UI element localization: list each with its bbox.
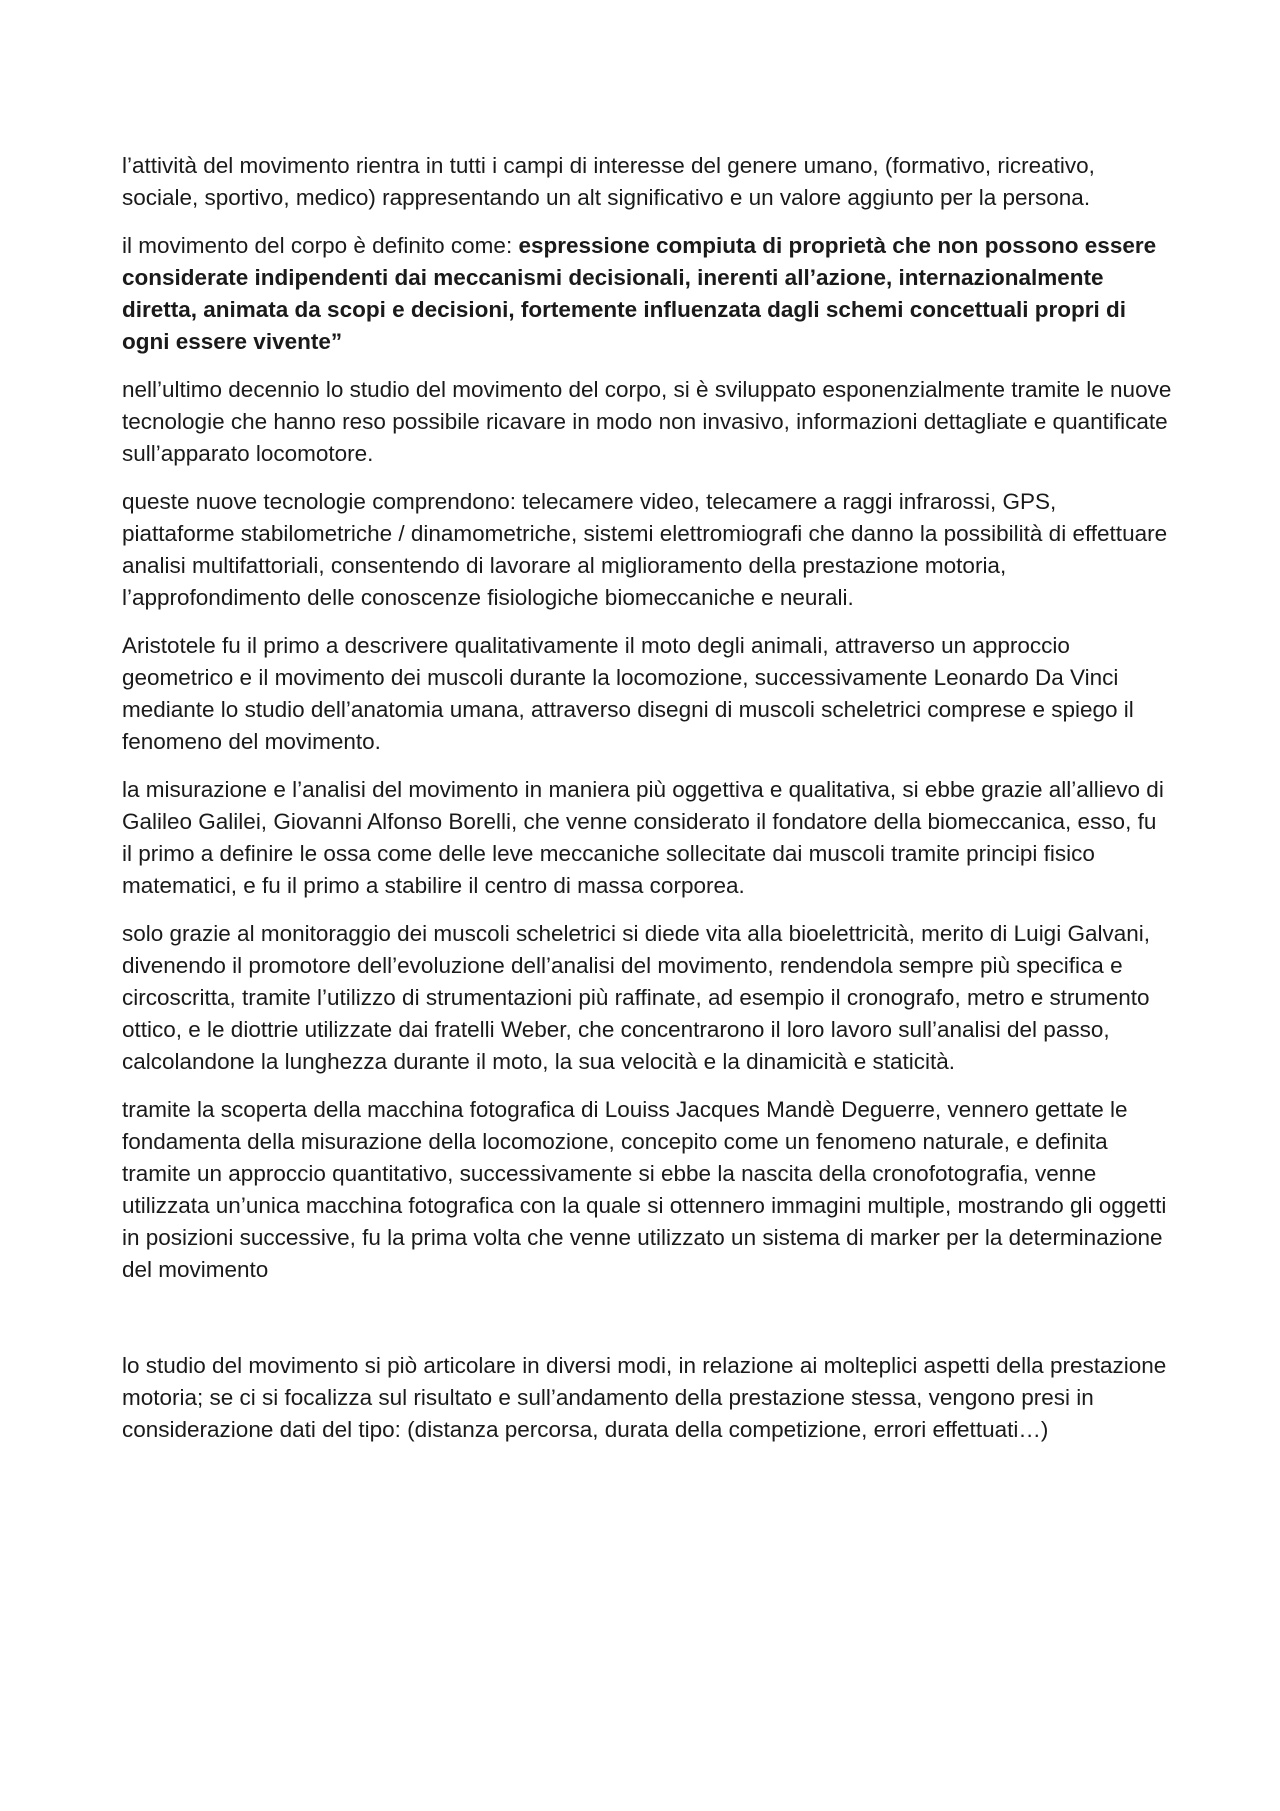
blank-gap [122,1302,1172,1350]
paragraph-aristotele: Aristotele fu il primo a descrivere qualitativamente il moto degli animali, attraverso un approccio geometrico e il movimento dei muscoli durante la locomozione, successivamente Leonardo Da Vinci mediante lo studio dell’anatomia umana, attraverso disegni di muscoli scheletrici comprese e spiego il fenomeno del movimento. [122,633,1134,754]
paragraph-borelli: la misurazione e l’analisi del movimento in maniera più oggettiva e qualitativa, si ebbe grazie all’allievo di Galileo Galilei, Giovanni Alfonso Borelli, che venne considerato il fondatore della biomeccanica, esso, fu il primo a definire le ossa come delle leve meccaniche sollecitate dai muscoli tramite principi fisico matematici, e fu il primo a stabilire il centro di massa corporea. [122,777,1164,898]
paragraph-technologies: queste nuove tecnologie comprendono: telecamere video, telecamere a raggi infrarossi, GPS, piattaforme stabilometriche / dinamometriche, sistemi elettromiografi che danno la possibilità di effettuare analisi multifattoriali, consentendo di lavorare al miglioramento della prestazione motoria, l’approfondimento delle conoscenze fisiologiche biomeccaniche e neurali. [122,489,1168,610]
definition-prefix: il movimento del corpo è definito come: [122,233,519,258]
paragraph-intro: l’attività del movimento rientra in tutti i campi di interesse del genere umano, (formativo, ricreativo, sociale, sportivo, medico) rappresentando un alt significativo e un valore aggiunto per la persona. [122,153,1095,210]
definition-bold-text: espressione compiuta di proprietà che non possono essere considerate indipendenti dai meccanismi decisionali, inerenti all’azione, internazionalmente diretta, animata da scopi e decisioni, fortemente influenzata dagli schemi concettuali propri di ogni essere vivente” [122,233,1157,354]
paragraph-technology-decade: nell’ultimo decennio lo studio del movimento del corpo, si è sviluppato esponenzialmente tramite le nuove tecnologie che hanno reso possibile ricavare in modo non invasivo, informazioni dettagliate e quantificate sull’apparato locomotore. [122,377,1172,466]
paragraph-study-modes: lo studio del movimento si piò articolare in diversi modi, in relazione ai molteplici aspetti della prestazione motoria; se ci si focalizza sul risultato e sull’andamento della prestazione stessa, vengono presi in considerazione dati del tipo: (distanza percorsa, durata della competizione, errori effettuati…) [122,1353,1167,1442]
paragraph-photography: tramite la scoperta della macchina fotografica di Louiss Jacques Mandè Deguerre, vennero gettate le fondamenta della misurazione della locomozione, concepito come un fenomeno naturale, e definita tramite un approccio quantitativo, successivamente si ebbe la nascita della cronofotografia, venne utilizzata un’unica macchina fotografica con la quale si ottennero immagini multiple, mostrando gli oggetti in posizioni successive, fu la prima volta che venne utilizzato un sistema di marker per la determinazione del movimento [122,1097,1167,1282]
document-body [122,150,1172,1462]
paragraph-galvani: solo grazie al monitoraggio dei muscoli scheletrici si diede vita alla bioelettricità, merito di Luigi Galvani, divenendo il promotore dell’evoluzione dell’analisi del movimento, rendendola sempre più specifica e circoscritta, tramite l’utilizzo di strumentazioni più raffinate, ad esempio il cronografo, metro e strumento ottico, e le diottrie utilizzate dai fratelli Weber, che concentrarono il loro lavoro sull’analisi del passo, calcolandone la lunghezza durante il moto, la sua velocità e la dinamicità e staticità. [122,921,1150,1074]
paragraph-definition [122,230,1172,358]
